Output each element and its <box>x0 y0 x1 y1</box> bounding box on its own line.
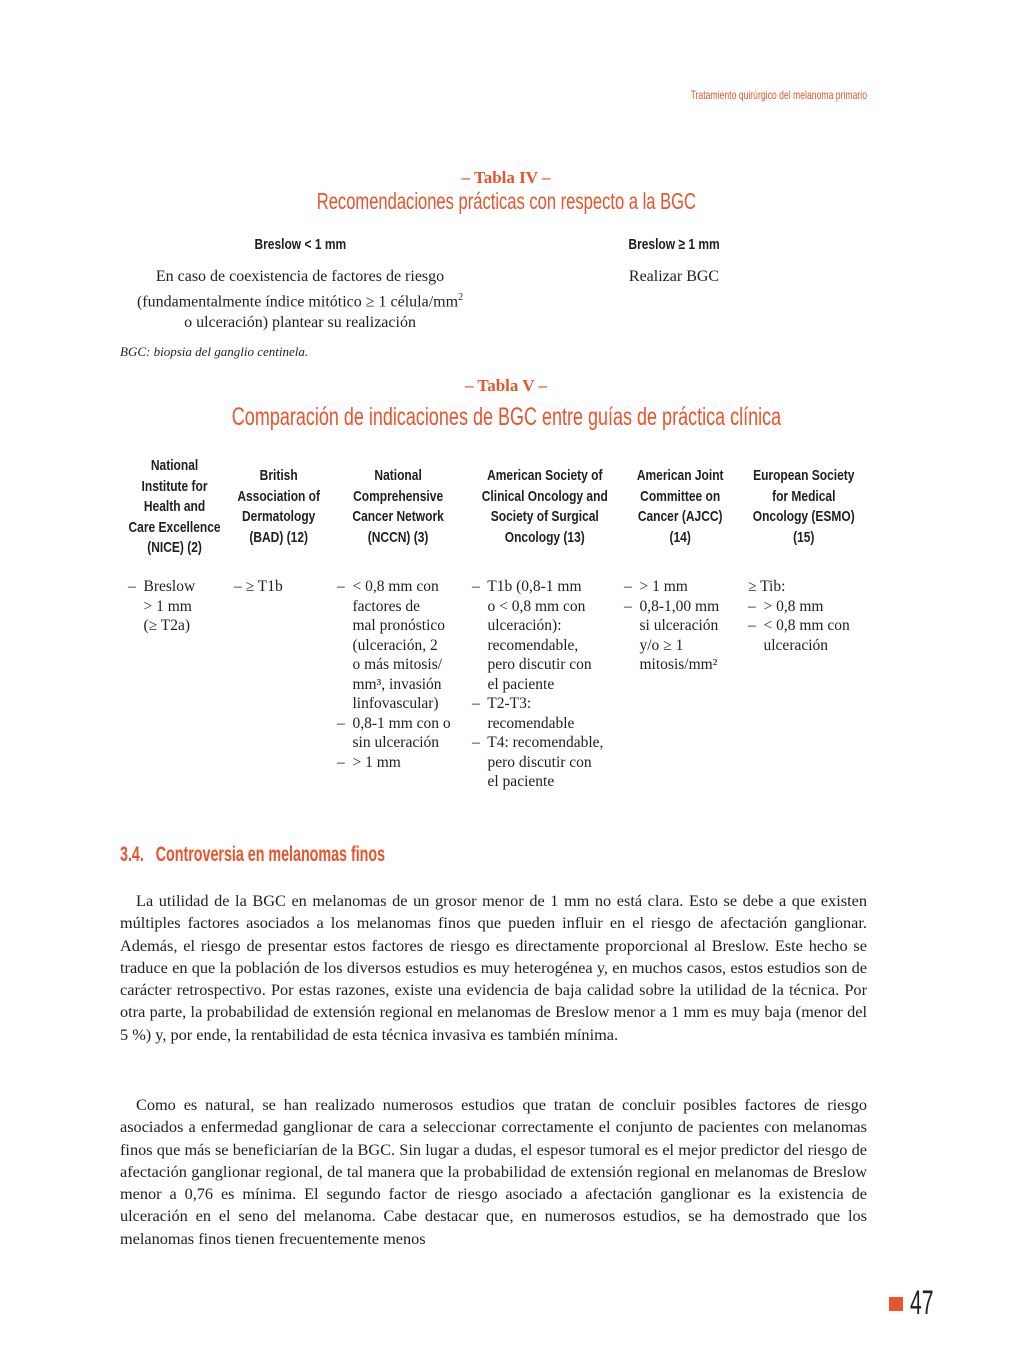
table-v-heading-esmo: European Society for Medical Oncology (ESMO) (15) <box>753 467 855 546</box>
table-v-heading-ajcc: American Joint Committee on Cancer (AJCC) (14) <box>636 467 724 546</box>
table-v-heading-nccn: National Comprehensive Cancer Network (NCCN) (3) <box>352 467 444 546</box>
table-v-cell-bad: – ≥ T1b <box>234 578 283 595</box>
table-v-cell-nice: – Breslow > 1 mm (≥ T2a) <box>128 578 196 634</box>
body-paragraph: La utilidad de la BGC en melanomas de un grosor menor de 1 mm no está clara. Esto se debe a que existen múltiples factores asociados a los melanomas finos que pueden influir en el riesgo de afectación ganglionar. Además, el riesgo de presentar estos factores de riesgo es directamente proporcional al Breslow. Este hecho se traduce en que la población de los diversos estudios es muy heterogénea y, en muchos casos, estos estudios son de carácter retrospectivo. Por estas razones, existe una evidencia de baja calidad sobre la utilidad de la técnica. Por otra parte, la probabilidad de extensión regional en melanomas de Breslow menor a 1 mm es muy baja (menor del 5 %) y, por ende, la rentabilidad de esta técnica invasiva es también mínima. <box>120 891 867 1044</box>
table-v-cell-asco: – T1b (0,8-1 mm o < 0,8 mm con ulceración): recomendable, pero discutir con el paciente – T2-T3: recomendable – T4: recomendable, pero discutir con el paciente <box>472 578 604 790</box>
running-header: Tratamiento quirúrgico del melanoma primario <box>690 88 867 102</box>
table-v-title: Comparación de indicaciones de BGC entre guías de práctica clínica <box>231 403 781 431</box>
table-v-cell-nccn: – < 0,8 mm con factores de mal pronóstico (ulceración, 2 o más mitosis/ mm³, invasión linfovascular) – 0,8-1 mm con o sin ulceración – > 1 mm <box>337 578 451 771</box>
table-iv-line: o ulceración) plantear su realización <box>184 314 416 332</box>
table-iv-line: (fundamentalmente índice mitótico ≥ 1 célula/$mm^2$ <box>136 292 464 311</box>
table-v-cell-ajcc: – > 1 mm – 0,8-1,00 mm si ulceración y/o ≥ 1 mitosis/mm² <box>624 578 720 673</box>
section-heading: 3.4. Controversia en melanomas finos <box>120 843 386 866</box>
page-marker-square <box>889 1297 903 1311</box>
table-iv-title: Recomendaciones prácticas con respecto a la BGC <box>316 188 696 214</box>
table-iv-cell-breslow-lt1 <box>120 266 480 333</box>
body-paragraph: Como es natural, se han realizado numerosos estudios que tratan de concluir posibles factores de riesgo asociados a enfermedad ganglionar de cara a seleccionar correctamente el conjunto de pacientes con melanomas finos que más se beneficiarían de la BGC. Sin lugar a dudas, el espesor tumoral es el mejor predictor del riesgo de afectación ganglionar regional, de tal manera que la probabilidad de extensión regional en melanomas de Breslow menor a 0,76 es mínima. El segundo factor de riesgo asociado a afectación ganglionar es la existencia de ulceración en el seno del melanoma. Cabe destacar que, en numerosos estudios, se ha demostrado que los melanomas finos tienen frecuentemente menos <box>120 1095 867 1248</box>
page-number: 47 <box>910 1284 934 1322</box>
table-iv-heading-breslow-lt1: Breslow < 1 mm <box>254 236 346 253</box>
table-iv-number: – Tabla IV – <box>461 168 551 187</box>
table-iv-cell-breslow-ge1: Realizar BGC <box>628 268 720 285</box>
table-v-cell-esmo: ≥ Tib: – > 0,8 mm – < 0,8 mm con ulceración <box>748 578 850 654</box>
table-iv-note: BGC: biopsia del ganglio centinela. <box>120 344 309 359</box>
table-v-heading-asco: American Society of Clinical Oncology and Society of Surgical Oncology (13) <box>481 467 608 546</box>
table-iv-heading-breslow-ge1: Breslow ≥ 1 mm <box>628 236 720 253</box>
table-v-heading-nice: National Institute for Health and Care Excellence (NICE) (2) <box>128 457 222 556</box>
table-iv-line: En caso de coexistencia de factores de riesgo <box>155 268 445 285</box>
table-v-number: – Tabla V – <box>464 376 548 395</box>
table-v-heading-bad: British Association of Dermatology (BAD) (12) <box>237 467 321 546</box>
